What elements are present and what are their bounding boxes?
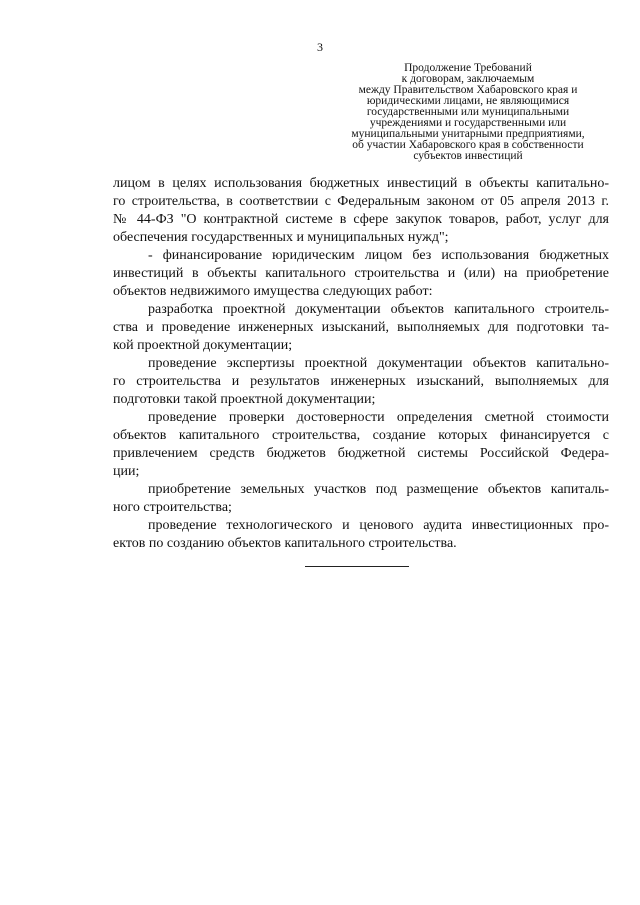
body-line: го строительства и результатов инженерных изысканий, выполняемых для [113, 374, 609, 389]
header-line: субъектов инвестиций [413, 150, 523, 162]
end-divider [305, 566, 409, 567]
body-line: разработка проектной документации объектов капитального строитель- [148, 302, 609, 317]
body-line: привлечением средств бюджетов бюджетной системы Российской Федера- [113, 446, 609, 461]
body-line: кой проектной документации; [113, 338, 293, 353]
body-line: ции; [113, 464, 140, 479]
body-line: ства и проведение инженерных изысканий, выполняемых для подготовки та- [113, 320, 609, 335]
document-body [113, 175, 609, 553]
header-line: Продолжение Требований [404, 62, 532, 74]
body-line: подготовки такой проектной документации; [113, 392, 376, 407]
header-line: учреждениями и государственными или [369, 117, 567, 129]
body-line: лицом в целях использования бюджетных инвестиций в объекты капитально- [113, 176, 609, 191]
body-line: ного строительства; [113, 500, 232, 515]
body-line: го строительства, в соответствии с Федеральным законом от 05 апреля 2013 г. [113, 194, 609, 209]
body-line: № 44-ФЗ "О контрактной системе в сфере закупок товаров, работ, услуг для [113, 212, 609, 227]
body-line: проведение технологического и ценового аудита инвестиционных про- [148, 518, 609, 533]
body-line: объектов капитального строительства, создание которых финансируется с [113, 428, 609, 443]
page-number: 3 [317, 40, 323, 54]
header-line: между Правительством Хабаровского края и [358, 84, 578, 96]
header-line: юридическими лицами, не являющимися [366, 95, 570, 107]
body-line: объектов недвижимого имущества следующих работ: [113, 284, 433, 299]
body-line: инвестиций в объекты капитального строительства и (или) на приобретение [113, 266, 609, 281]
body-line: проведение экспертизы проектной документации объектов капитально- [148, 356, 609, 371]
header-line: государственными или муниципальными [366, 106, 570, 118]
header-line: об участии Хабаровского края в собственности [352, 139, 584, 151]
body-line: проведение проверки достоверности определения сметной стоимости [148, 410, 609, 425]
header-line: муниципальными унитарными предприятиями, [351, 128, 585, 140]
body-line: обеспечения государственных и муниципальных нужд"; [113, 230, 449, 245]
body-line: ектов по созданию объектов капитального строительства. [113, 536, 457, 551]
document-header [330, 63, 606, 162]
body-line: приобретение земельных участков под размещение объектов капиталь- [148, 482, 609, 497]
body-line: - финансирование юридическим лицом без использования бюджетных [148, 248, 609, 263]
header-line: к договорам, заключаемым [401, 73, 535, 85]
